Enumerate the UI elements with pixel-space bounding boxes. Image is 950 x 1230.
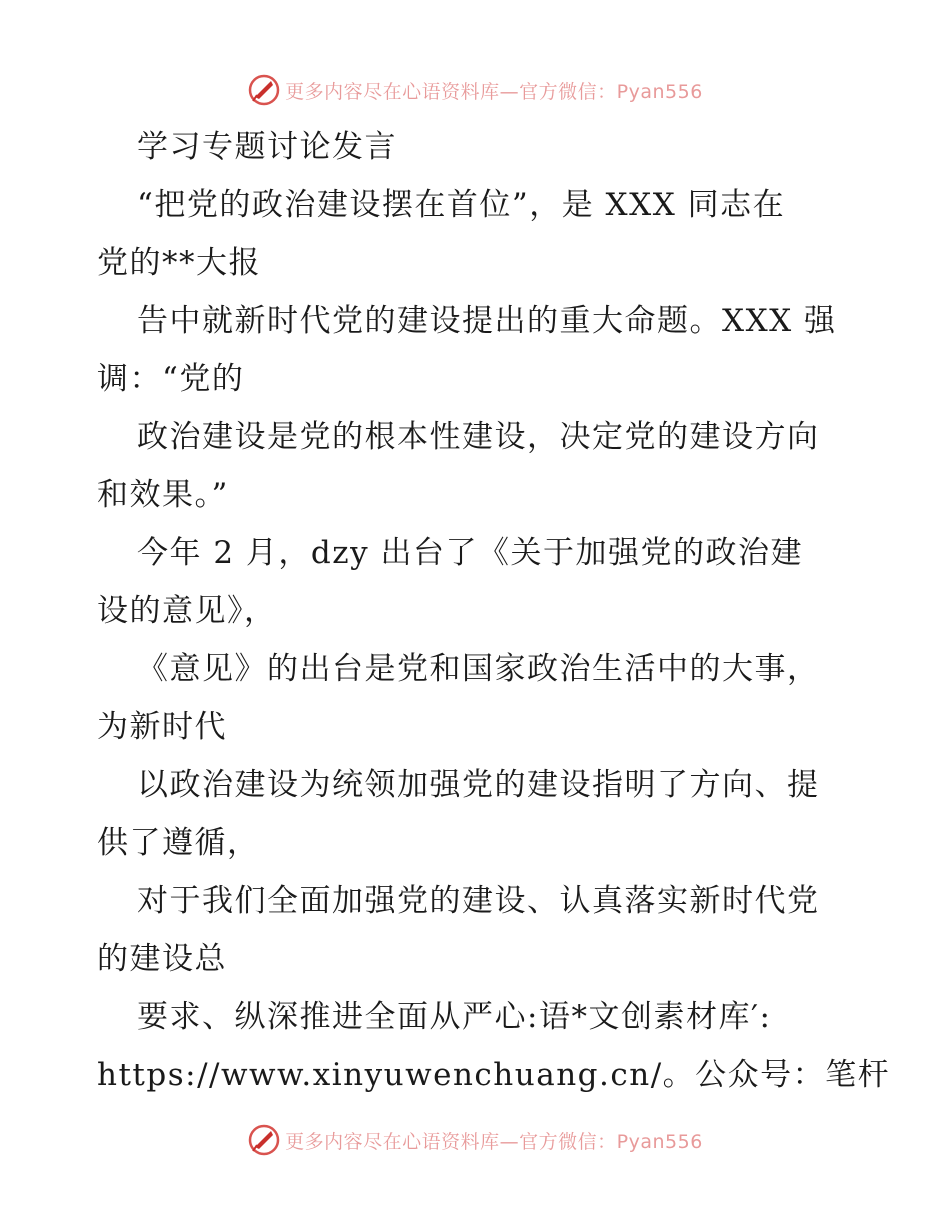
watermark-text: 更多内容尽在心语资料库—官方微信：Pyan556 <box>285 1130 703 1153</box>
text-line: 供了遵循， <box>97 825 260 861</box>
text-line: 以政治建设为统领加强党的建设指明了方向、提 <box>137 767 820 803</box>
footer-watermark <box>0 1120 950 1160</box>
text-line: 为新时代 <box>97 709 227 745</box>
text-line: 政治建设是党的根本性建设，决定党的建设方向 <box>137 419 820 455</box>
text-line: 调：“党的 <box>97 361 245 397</box>
document-title: 学习专题讨论发言 <box>137 129 397 165</box>
text-line: “把党的政治建设摆在首位”，是 XXX 同志在 <box>137 187 786 223</box>
text-line: 设的意见》， <box>97 593 277 629</box>
text-line: 的建设总 <box>97 941 227 977</box>
text-line: 《意见》的出台是党和国家政治生活中的大事， <box>137 651 820 687</box>
url-line: https://www.xinyuwenchuang.cn/。公众号：笔杆 <box>97 1057 891 1093</box>
text-line: 党的**大报 <box>97 245 261 281</box>
quill-logo-icon <box>247 1123 281 1157</box>
watermark-text: 更多内容尽在心语资料库—官方微信：Pyan556 <box>285 80 703 103</box>
document-body <box>97 118 891 1104</box>
header-watermark <box>0 70 950 110</box>
text-line: 和效果。” <box>97 477 229 513</box>
quill-logo-icon <box>247 73 281 107</box>
text-line: 对于我们全面加强党的建设、认真落实新时代党 <box>137 883 820 919</box>
text-line: 要求、纵深推进全面从严心:语*文创素材库′: <box>137 999 772 1035</box>
text-line: 告中就新时代党的建设提出的重大命题。XXX 强 <box>137 303 837 339</box>
text-line: 今年 2 月，dzy 出台了《关于加强党的政治建 <box>137 535 803 571</box>
